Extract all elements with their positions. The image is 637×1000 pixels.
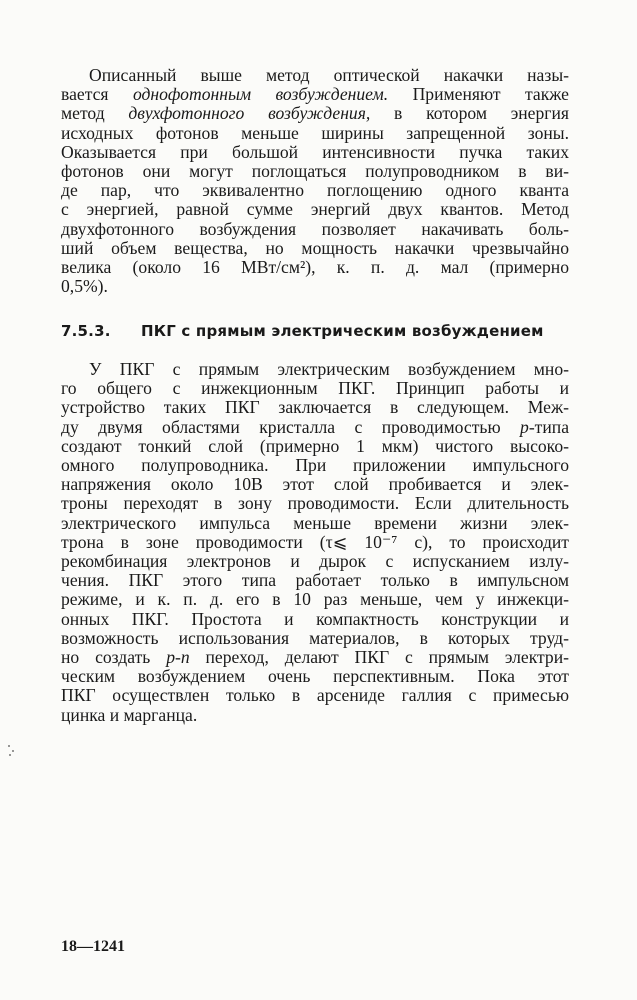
text-line: ческим возбуждением очень перспективным. Пока этот bbox=[61, 666, 569, 687]
text-line: ший объем вещества, но мощность накачки чрезвычайно bbox=[61, 237, 569, 258]
text-line: устройство таких ПКГ заключается в следующем. Меж- bbox=[61, 397, 569, 418]
text-line: электрического импульса меньше времени жизни элек- bbox=[61, 512, 569, 533]
paragraph-electric-excitation bbox=[61, 360, 569, 725]
text-line: вается однофотонным возбуждением. Применяют также bbox=[61, 84, 569, 105]
text-line: с энергией, равной сумме энергий двух квантов. Метод bbox=[61, 199, 569, 220]
text-line: У ПКГ с прямым электрическим возбуждением мно- bbox=[89, 359, 569, 379]
text-line: Описанный выше метод оптической накачки назы- bbox=[89, 65, 569, 85]
text-line: велика (около 16 МВт/см²), к. п. д. мал (примерно bbox=[61, 257, 569, 278]
text-line: де пар, что эквивалентно поглощению одного кванта bbox=[61, 180, 569, 201]
text-line: ду двумя областями кристалла с проводимостью р-типа bbox=[61, 416, 569, 437]
printer-signature: 18—1241 bbox=[61, 938, 125, 955]
text-line: возможность использования материалов, в которых труд- bbox=[61, 627, 569, 648]
text-line: Оказывается при большой интенсивности пучка таких bbox=[61, 141, 569, 162]
text-line: метод двухфотонного возбуждения, в котором энергия bbox=[61, 103, 569, 124]
text-line: создают тонкий слой (примерно 1 мкм) чистого высоко- bbox=[61, 435, 569, 456]
text-line: чения. ПКГ этого типа работает только в импульсном bbox=[61, 570, 569, 591]
text-line: онных ПКГ. Простота и компактность конструкции и bbox=[61, 608, 569, 629]
section-heading bbox=[61, 322, 569, 340]
text-line: цинка и марганца. bbox=[61, 704, 198, 725]
paragraph-optical-pumping bbox=[61, 66, 569, 296]
text-line: трона в зоне проводимости (τ⩽ 10⁻⁷ с), то происходит bbox=[61, 531, 569, 552]
margin-specks bbox=[8, 745, 16, 757]
text-line: ПКГ осуществлен только в арсениде галлия с примесью bbox=[61, 685, 569, 706]
section-number: 7.5.3. bbox=[61, 322, 111, 340]
text-line: троны переходят в зону проводимости. Если длительность bbox=[61, 493, 569, 514]
text-line: го общего с инжекционным ПКГ. Принцип работы и bbox=[61, 378, 569, 399]
text-line: но создать р-п переход, делают ПКГ с прямым электри- bbox=[61, 647, 570, 668]
text-line: режиме, и к. п. д. его в 10 раз меньше, чем у инжекци- bbox=[61, 589, 569, 610]
text-line: двухфотонного возбуждения позволяет накачивать боль- bbox=[61, 218, 569, 239]
text-line: 0,5%). bbox=[61, 276, 108, 297]
section-title: ПКГ с прямым электрическим возбуждением bbox=[141, 322, 544, 340]
text-line: напряжения около 10В этот слой пробивается и элек- bbox=[61, 474, 569, 495]
text-line: исходных фотонов меньше ширины запрещенной зоны. bbox=[61, 122, 569, 143]
text-line: рекомбинация электронов и дырок с испусканием излу- bbox=[61, 551, 569, 572]
text-line: омного полупроводника. При приложении импульсного bbox=[61, 455, 569, 476]
text-line: фотонов они могут поглощаться полупроводником в ви- bbox=[61, 161, 569, 182]
